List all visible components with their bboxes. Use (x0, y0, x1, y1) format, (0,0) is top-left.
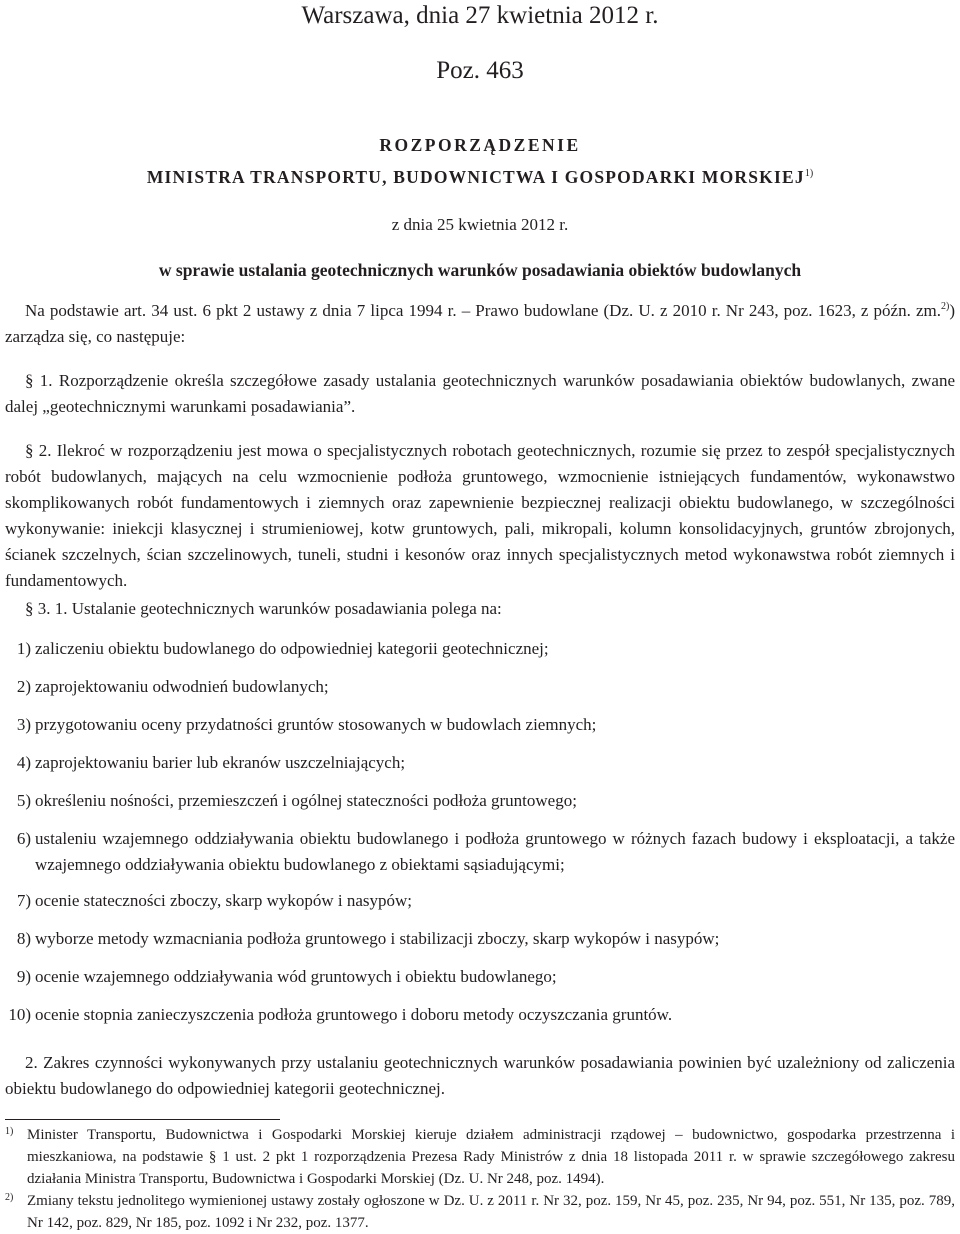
list-item (5, 926, 955, 952)
section-1: § 1. Rozporządzenie określa szczegółowe zasady ustalania geotechnicznych warunków posadawiania obiektów budowlanych, zwane dalej „geotechnicznymi warunkami posadawiania”. (5, 371, 955, 416)
list-item-number: 1) (16, 639, 31, 658)
act-type-heading: ROZPORZĄDZENIE (379, 135, 581, 155)
footnote-number: 2) (5, 1192, 14, 1203)
footnote-divider (5, 1119, 280, 1120)
list-item (5, 788, 955, 814)
list-item-number: 6) (16, 829, 31, 848)
footnote-text: Zmiany tekstu jednolitego wymienionej ustawy zostały ogłoszone w Dz. U. z 2011 r. Nr 32, poz. 159, Nr 45, poz. 235, Nr 94, poz. 551, Nr 135, poz. 789, Nr 142, poz. 829, Nr 185, poz. 1092 i Nr 232, poz. 1377. (27, 1193, 955, 1231)
list-item-number: 3) (16, 715, 31, 734)
list-item-number: 5) (16, 791, 31, 810)
list-item-text: zaprojektowaniu barier lub ekranów uszczelniających; (35, 753, 406, 772)
section-2: § 2. Ilekroć w rozporządzeniu jest mowa o specjalistycznych robotach geotechnicznych, rozumie się przez to zespół specjalistycznych robót budowlanych, mających na celu wzmocnienie podłoża gruntowego, wzmocnienie istniejących fundamentów, wykonawstwo skomplikowanych robót fundamentowych i ziemnych oraz zapewnienie bezpiecznej realizacji obiektu budowlanego, w szczególności wykonywanie: iniekcji klasycznej i strumieniowej, kotw gruntowych, pali, mikropali, kolumn konsolidacyjnych, gruntów zbrojonych, ścianek szczelnych, ścian szczelinowych, tuneli, studni i kesonów oraz innych specjalistycznych metod wykonawstwa robót ziemnych i fundamentowych. (5, 441, 955, 590)
list-item-number: 4) (16, 753, 31, 772)
list-item (5, 674, 955, 700)
list-item-text: wyborze metody wzmacniania podłoża gruntowego i stabilizacji zboczy, skarp wykopów i nasypów; (35, 929, 720, 948)
list-item-text: zaprojektowaniu odwodnień budowlanych; (35, 677, 329, 696)
list-item-number: 8) (16, 929, 31, 948)
list-item (5, 636, 955, 662)
list-item-text: określeniu nośności, przemieszczeń i ogólnej stateczności podłoża gruntowego; (35, 791, 577, 810)
act-date: z dnia 25 kwietnia 2012 r. (391, 215, 569, 234)
list-item (5, 888, 955, 914)
list-item (5, 964, 955, 990)
publication-date: Warszawa, dnia 27 kwietnia 2012 r. (301, 2, 659, 29)
footnote-ref-1[interactable]: 1) (804, 168, 814, 179)
footnote-number: 1) (5, 1126, 14, 1137)
list-item-text: ocenie wzajemnego oddziaływania wód gruntowych i obiektu budowlanego; (35, 967, 557, 986)
position-number: Poz. 463 (436, 57, 524, 84)
list-item-number: 7) (16, 891, 31, 910)
preamble-text-end: ) zarządza się, co następuje: (5, 301, 955, 346)
list-item-text: przygotowaniu oceny przydatności gruntów stosowanych w budowlach ziemnych; (35, 715, 597, 734)
list-item-number: 10) (8, 1005, 31, 1024)
list-item (5, 826, 955, 878)
list-item (5, 1002, 955, 1028)
footnote-ref-2[interactable]: 2) (940, 301, 950, 312)
section-3-list (5, 636, 955, 1040)
list-item-text: zaliczeniu obiektu budowlanego do odpowiedniej kategorii geotechnicznej; (35, 639, 549, 658)
list-item (5, 712, 955, 738)
list-item-number: 9) (16, 967, 31, 986)
section-3-intro: § 3. 1. Ustalanie geotechnicznych warunków posadawiania polega na: (25, 599, 502, 618)
list-item-text: ustaleniu wzajemnego oddziaływania obiektu budowlanego i podłoża gruntowego w różnych fazach budowy i eksploatacji, a także wzajemnego oddziaływania obiektu budowlanego z obiektami sąsiadującymi; (35, 829, 955, 874)
list-item-text: ocenie stateczności zboczy, skarp wykopów i nasypów; (35, 891, 413, 910)
footnotes (5, 1124, 955, 1234)
list-item-number: 2) (16, 677, 31, 696)
ministry-name: MINISTRA TRANSPORTU, BUDOWNICTWA I GOSPODARKI MORSKIEJ (146, 167, 805, 187)
footnote-text: Minister Transportu, Budownictwa i Gospodarki Morskiej kieruje działem administracji rządowej – budownictwo, gospodarka przestrzenna i mieszkaniowa, na podstawie § 1 ust. 2 pkt 1 rozporządzenia Prezesa Rady Ministrów z dnia 18 listopada 2011 r. w sprawie szczegółowego zakresu działania Ministra Transportu, Budownictwa i Gospodarki Morskiej (Dz. U. Nr 248, poz. 1494). (27, 1127, 955, 1187)
section-3-paragraph-2: 2. Zakres czynności wykonywanych przy ustalaniu geotechnicznych warunków posadawiania powinien być uzależniony od zaliczenia obiektu budowlanego do odpowiedniej kategorii geotechnicznej. (5, 1053, 955, 1098)
footnote-1 (5, 1124, 955, 1190)
act-subject: w sprawie ustalania geotechnicznych warunków posadawiania obiektów budowlanych (158, 260, 802, 280)
list-item-text: ocenie stopnia zanieczyszczenia podłoża gruntowego i doboru metody oczyszczania gruntów. (35, 1005, 673, 1024)
preamble (5, 298, 955, 350)
list-item (5, 750, 955, 776)
ministry-heading (0, 162, 960, 189)
footnote-2 (5, 1190, 955, 1234)
preamble-text: Na podstawie art. 34 ust. 6 pkt 2 ustawy z dnia 7 lipca 1994 r. – Prawo budowlane (Dz. U. z 2010 r. Nr 243, poz. 1623, z późn. zm. (25, 301, 941, 320)
